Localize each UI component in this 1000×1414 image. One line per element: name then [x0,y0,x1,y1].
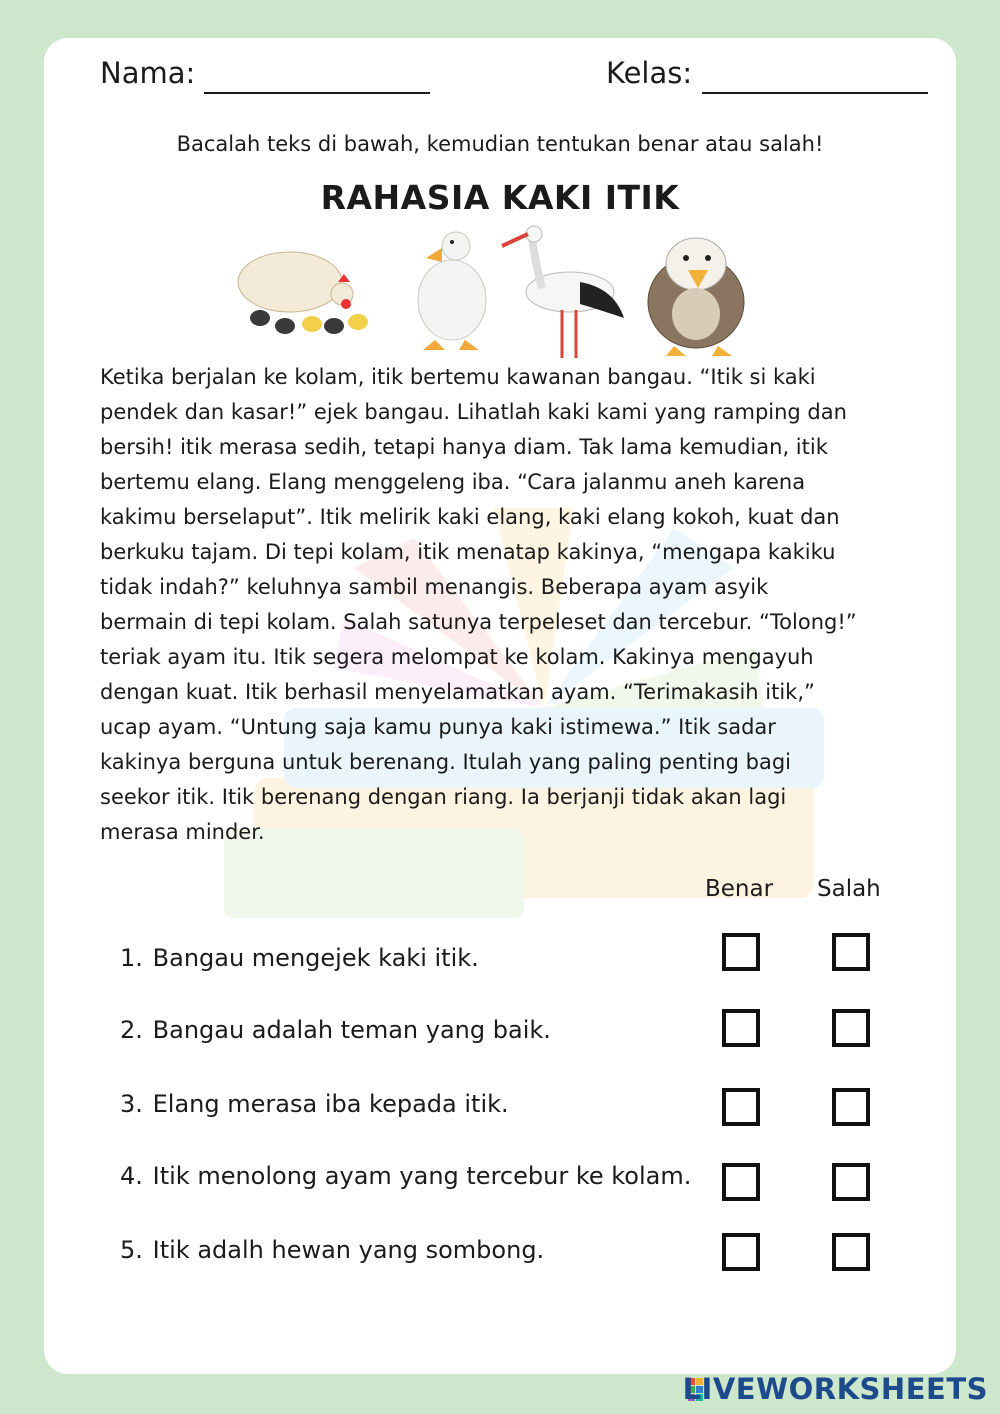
question-number: 3. [120,1090,143,1118]
question-number: 1. [120,944,143,972]
q4-salah-checkbox[interactable] [832,1163,870,1201]
question-text: Elang merasa iba kepada itik. [152,1090,509,1118]
q3-salah-checkbox[interactable] [832,1088,870,1126]
column-salah-label: Salah [817,876,881,902]
worksheet-title: RAHASIA KAKI ITIK [320,178,680,217]
q3-benar-checkbox[interactable] [722,1088,760,1126]
question-text: Bangau adalah teman yang baik. [152,1016,551,1044]
name-input-line[interactable] [204,92,430,94]
class-input-line[interactable] [702,92,928,94]
question-row [120,1236,544,1276]
class-label: Kelas: [606,56,693,90]
story-text: Ketika berjalan ke kolam, itik bertemu kawanan bangau. “Itik si kaki pendek dan kasar!” ejek bangau. Lihatlah kaki kami yang ramping dan bersih! itik merasa sedih, tetapi hanya diam. Tak lama kemudian, itik bertemu elang. Elang menggeleng iba. “Cara jalanmu aneh karena kakimu berselaput”. Itik melirik kaki elang, kaki elang kokoh, kuat dan berkuku tajam. Di tepi kolam, itik menatap kakinya, “mengapa kakiku tidak indah?” keluhnya sambil menangis. Beberapa ayam asyik bermain di tepi kolam. Salah satunya terpeleset dan tercebur. “Tolong!” teriak ayam itu. Itik segera melompat ke kolam. Kakinya mengayuh dengan kuat. Itik berhasil menyelamatkan ayam. “Terimakasih itik,” ucap ayam. “Untung saja kamu punya kaki istimewa.” Itik sadar kakinya berguna untuk berenang. Itulah yang paling penting bagi seekor itik. Itik berenang dengan riang. Ia berjanji tidak akan lagi merasa minder. [100,365,857,844]
duck-illustration [418,232,486,350]
question-number: 5. [120,1236,143,1264]
eagle-illustration [648,238,744,356]
name-label: Nama: [100,56,196,90]
instruction-text: Bacalah teks di bawah, kemudian tentukan benar atau salah! [176,132,824,156]
animal-illustrations [230,222,770,362]
question-row [120,1090,509,1130]
q1-salah-checkbox[interactable] [832,933,870,971]
q2-benar-checkbox[interactable] [722,1009,760,1047]
question-text: Itik menolong ayam yang tercebur ke kolam. [152,1162,692,1190]
liveworksheets-brand: LIVEWORKSHEETS [682,1372,988,1406]
question-row [120,944,479,984]
question-text: Itik adalh hewan yang sombong. [152,1236,545,1264]
column-benar-label: Benar [705,876,774,902]
q4-benar-checkbox[interactable] [722,1163,760,1201]
question-text: Bangau mengejek kaki itik. [152,944,479,972]
question-number: 4. [120,1162,143,1190]
q2-salah-checkbox[interactable] [832,1009,870,1047]
question-number: 2. [120,1016,143,1044]
q5-benar-checkbox[interactable] [722,1233,760,1271]
question-row [120,1162,691,1202]
stork-illustration [502,226,624,358]
chicken-illustration [238,252,368,334]
q1-benar-checkbox[interactable] [722,933,760,971]
question-row [120,1016,551,1056]
q5-salah-checkbox[interactable] [832,1233,870,1271]
